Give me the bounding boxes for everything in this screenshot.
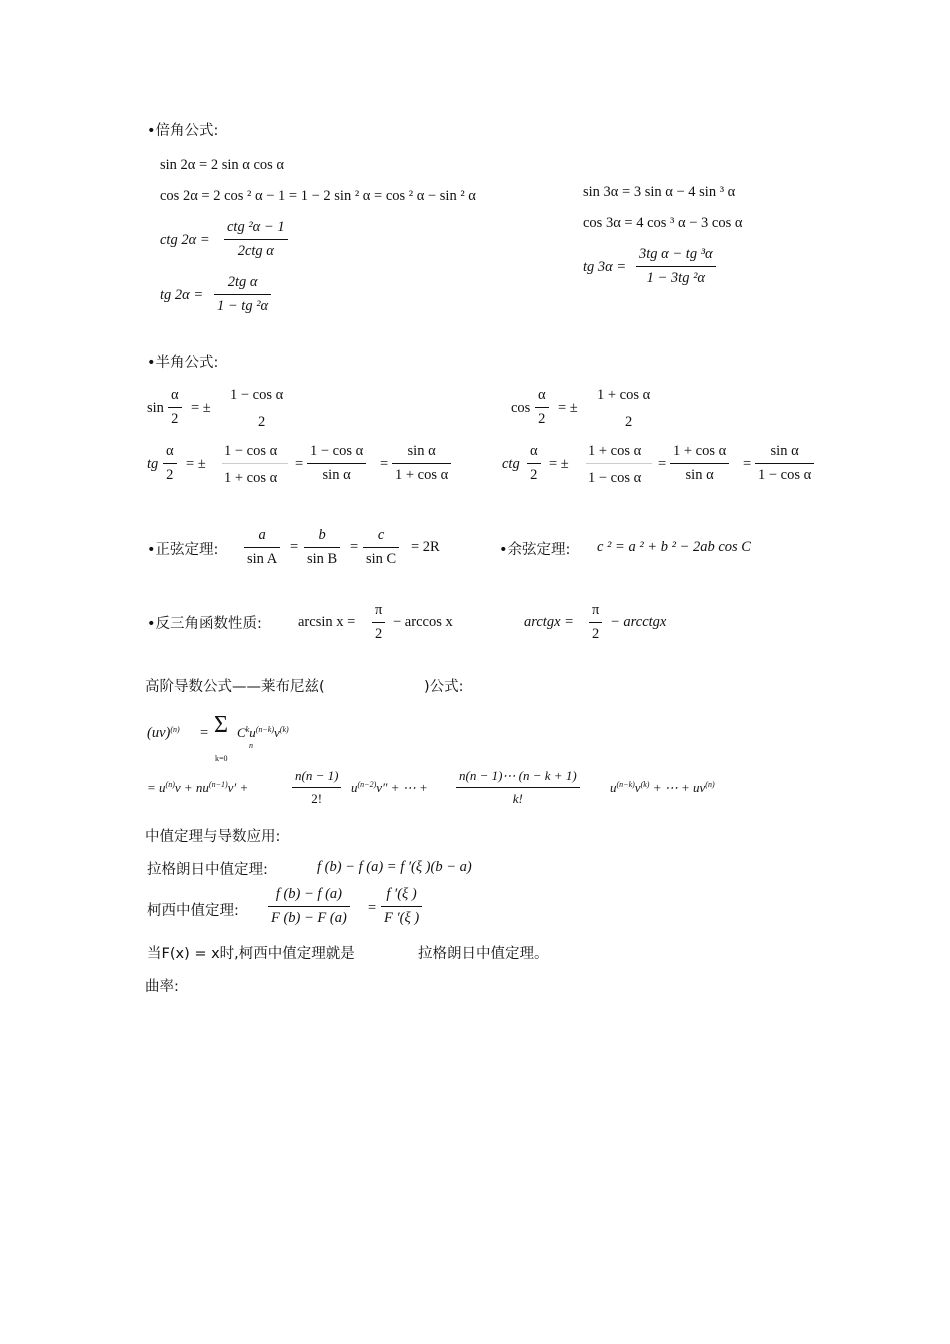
pi: π <box>375 602 383 618</box>
pi: π <box>592 602 600 618</box>
half-tg-frac3 <box>392 443 451 484</box>
line2-tail: + ⋯ + uv <box>652 780 706 795</box>
half-tg-root-den: 1 + cos α <box>224 470 278 486</box>
pi-over-2 <box>372 602 385 643</box>
mean-value-heading: 中值定理与导数应用: <box>145 829 281 845</box>
two: 2 <box>538 411 546 427</box>
denominator: sin α <box>322 467 351 483</box>
half-tg-root-num: 1 − cos α <box>224 443 278 459</box>
formula-sin2: sin 2α = 2 sin α cos α <box>160 157 285 173</box>
sine-law-frac-a <box>244 527 280 568</box>
numerator: a <box>258 527 266 543</box>
sum-lower-limit: k=0 <box>215 754 228 763</box>
half-ctg-frac3 <box>755 443 814 484</box>
line2-mid4: v″ + ⋯ + <box>376 780 428 795</box>
half-ctg-lhs: ctg <box>502 456 520 472</box>
half-ctg-root-den: 1 − cos α <box>588 470 642 486</box>
cosine-law-formula: c ² = a ² + b ² − 2ab cos C <box>597 539 751 555</box>
inverse-trig-heading: •反三角函数性质: <box>147 616 262 632</box>
formula-tg2-lhs: tg 2α = <box>160 287 204 303</box>
leibniz-lhs <box>147 725 180 742</box>
denominator: sin α <box>685 467 714 483</box>
half-tg-lhs: tg <box>147 456 159 472</box>
numerator: sin α <box>407 443 436 459</box>
lagrange-formula: f (b) − f (a) = f ′(ξ )(b − a) <box>317 859 472 875</box>
leibniz-line2-a: = $u^{(n)}v + nu^{(n-1)}v'$ + <box>147 780 249 795</box>
uv: (uv) <box>147 725 171 741</box>
eq-sign: = <box>200 725 209 741</box>
leibniz-term: $C^ku^{(n-k)}v^{(k)}$ <box>237 725 289 740</box>
leibniz-line2-c: $u^{(n-k)}v^{(k)}$ + ⋯ + $uv^{(n)}$ <box>610 780 715 795</box>
sine-law-heading: •正弦定理: <box>147 542 219 558</box>
denominator: 2! <box>311 791 323 806</box>
two: 2 <box>592 626 600 642</box>
leibniz-line2-b: $u^{(n-2)}v''$ + ⋯ + <box>351 780 428 795</box>
numerator: n(n − 1) <box>295 768 339 783</box>
denominator: sin B <box>307 551 338 567</box>
numerator: b <box>318 527 326 543</box>
leibniz-heading-part2: )公式: <box>424 679 464 695</box>
cauchy-frac1 <box>268 886 350 927</box>
half-sin-lhs: sin <box>147 400 164 416</box>
cauchy-label: 柯西中值定理: <box>147 903 239 919</box>
two: 2 <box>375 626 383 642</box>
tg2-denominator: 1 − tg ²α <box>217 298 269 314</box>
line2-mid2: v′ + <box>227 780 249 795</box>
leibniz-frac2 <box>456 768 580 807</box>
numerator: f ′(ξ ) <box>386 886 417 902</box>
arcsin-rhs: − arccos x <box>393 614 453 630</box>
tg3-denominator: 1 − 3tg ²α <box>646 270 706 286</box>
sigma-symbol: Σ <box>214 712 228 738</box>
numerator: f (b) − f (a) <box>275 886 342 902</box>
two: 2 <box>166 467 174 483</box>
two: 2 <box>171 411 179 427</box>
numerator: 1 + cos α <box>673 443 727 459</box>
arctg-rhs: − arcctgx <box>610 614 667 630</box>
eq-sign: = <box>380 456 389 472</box>
formula-tg3-lhs: tg 3α = <box>583 259 627 275</box>
sine-law-frac-b <box>304 527 340 568</box>
line2-start: = u <box>147 780 166 795</box>
eq-sign: = <box>743 456 752 472</box>
denominator: sin A <box>247 551 278 567</box>
two: 2 <box>530 467 538 483</box>
pi-over-2 <box>589 602 602 643</box>
half-sin-root-num: 1 − cos α <box>230 387 284 403</box>
half-cos-root-num: 1 + cos α <box>597 387 651 403</box>
denominator: 1 − cos α <box>758 467 812 483</box>
sine-law-frac-c <box>363 527 399 568</box>
sine-law-rhs: = 2R <box>411 539 440 555</box>
alpha: α <box>166 443 174 459</box>
eq-sign: = <box>368 900 377 916</box>
half-sin-eq: = ± <box>191 400 211 416</box>
alpha: α <box>530 443 538 459</box>
eq-sign: = <box>350 539 359 555</box>
line2-mid3: u <box>351 780 358 795</box>
numerator: sin α <box>770 443 799 459</box>
half-ctg-alpha-over-2 <box>527 443 541 484</box>
formula-sin3: sin 3α = 3 sin α − 4 sin ³ α <box>583 184 736 200</box>
double-angle-heading: •倍角公式: <box>147 123 219 139</box>
eq-sign: = <box>658 456 667 472</box>
alpha: α <box>171 387 179 403</box>
tg2-numerator: 2tg α <box>227 274 258 290</box>
half-cos-root-den: 2 <box>625 414 633 430</box>
cosine-law-heading: •余弦定理: <box>499 542 571 558</box>
tg3-numerator: 3tg α − tg ³α <box>639 246 713 262</box>
curvature-heading: 曲率: <box>145 979 179 995</box>
leibniz-heading-part1: 高阶导数公式——莱布尼兹( <box>145 679 325 695</box>
denominator: sin C <box>366 551 397 567</box>
lagrange-label: 拉格朗日中值定理: <box>147 862 268 878</box>
denominator: k! <box>512 791 523 806</box>
half-tg-frac2 <box>307 443 366 484</box>
half-cos-alpha-over-2 <box>535 387 549 428</box>
root-divider <box>222 463 288 464</box>
line2-mid5: u <box>610 780 617 795</box>
half-ctg-eq-pm: = ± <box>549 456 569 472</box>
cauchy-frac2 <box>381 886 422 927</box>
denominator: F ′(ξ ) <box>384 910 420 926</box>
half-ctg-frac2 <box>670 443 729 484</box>
half-tg-alpha-over-2 <box>163 443 177 484</box>
leibniz-frac1 <box>292 768 341 807</box>
eq-sign: = <box>295 456 304 472</box>
ctg2-numerator: ctg ²α − 1 <box>227 219 285 235</box>
half-ctg-root-num: 1 + cos α <box>588 443 642 459</box>
half-cos-lhs: cos <box>511 400 531 416</box>
formula-tg2-fraction <box>214 274 271 315</box>
ctg2-denominator: 2ctg α <box>237 243 274 259</box>
numerator: n(n − 1)⋯ (n − k + 1) <box>459 768 577 783</box>
half-cos-eq: = ± <box>558 400 578 416</box>
cauchy-note-b: 拉格朗日中值定理。 <box>418 946 549 962</box>
half-tg-eq-pm: = ± <box>186 456 206 472</box>
formula-ctg2-fraction <box>224 219 288 260</box>
binomial-n: n <box>249 741 253 750</box>
denominator: F (b) − F (a) <box>271 910 347 926</box>
half-angle-heading: •半角公式: <box>147 355 219 371</box>
order-n: (n) <box>170 725 180 734</box>
arctg-lhs: arctgx = <box>524 614 574 630</box>
arcsin-lhs: arcsin x = <box>298 614 356 630</box>
root-divider <box>586 463 652 464</box>
formula-ctg2-lhs: ctg 2α = <box>160 232 210 248</box>
eq-sign: = <box>290 539 299 555</box>
line2-mid1: v + nu <box>174 780 209 795</box>
formula-cos2: cos 2α = 2 cos ² α − 1 = 1 − 2 sin ² α = cos ² α − sin ² α <box>160 188 476 204</box>
cauchy-note-a: 当F(x) = x时,柯西中值定理就是 <box>147 946 355 962</box>
formula-tg3-fraction <box>636 246 716 287</box>
half-sin-root-den: 2 <box>258 414 266 430</box>
half-sin-alpha-over-2 <box>168 387 182 428</box>
u: u <box>249 725 256 740</box>
formula-cos3: cos 3α = 4 cos ³ α − 3 cos α <box>583 215 743 231</box>
denominator: 1 + cos α <box>395 467 449 483</box>
numerator: c <box>377 527 385 543</box>
numerator: 1 − cos α <box>310 443 364 459</box>
alpha: α <box>538 387 546 403</box>
binomial-c: C <box>237 725 246 740</box>
